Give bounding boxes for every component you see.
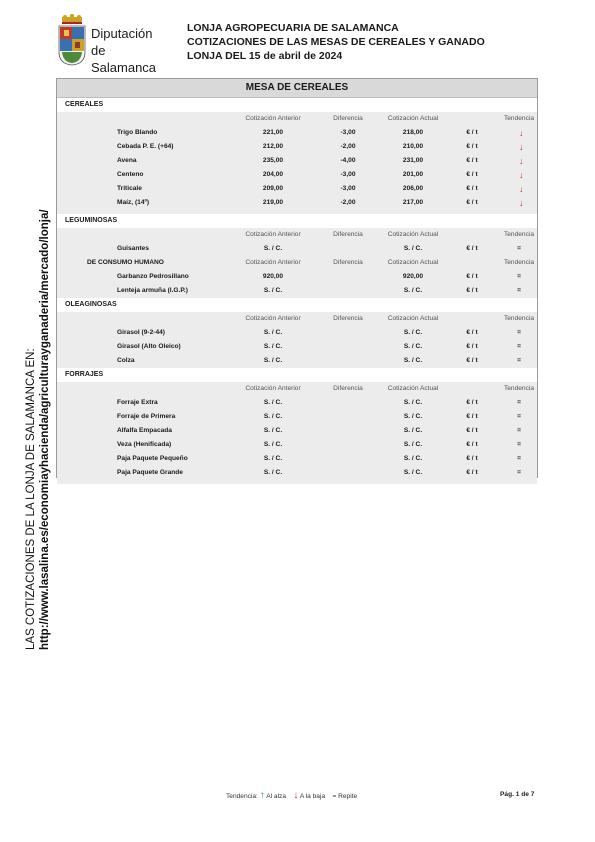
cotizacion-actual: S. / C.: [403, 399, 423, 406]
table-row: [57, 270, 537, 284]
trend-equal: =: [517, 469, 521, 476]
unit: € / t: [466, 357, 478, 364]
trend-equal: =: [517, 427, 521, 434]
section-cereales-label: CEREALES: [57, 98, 537, 112]
product-name: Trigo Blando: [117, 129, 158, 136]
col-header-actual: Cotización Actual: [387, 385, 439, 392]
header-subtitle: COTIZACIONES DE LAS MESAS DE CEREALES Y GANADO: [187, 36, 485, 48]
table-row: [57, 140, 537, 154]
cotizacion-anterior: S. / C.: [263, 245, 283, 252]
cotizacion-actual: S. / C.: [403, 287, 423, 294]
section-leguminosas: [57, 228, 537, 298]
logo-line-2: de Salamanca: [91, 43, 157, 75]
diferencia: -2,00: [340, 199, 356, 206]
trend-equal: =: [517, 413, 521, 420]
cotizacion-actual: S. / C.: [403, 427, 423, 434]
diferencia: -3,00: [340, 171, 356, 178]
unit: € / t: [466, 413, 478, 420]
unit: € / t: [466, 329, 478, 336]
table-row: [57, 438, 537, 452]
cotizacion-anterior: 920,00: [262, 273, 284, 280]
table-row: [57, 396, 537, 410]
product-name: Guisantes: [117, 245, 149, 252]
document-header: [187, 21, 485, 63]
header-date: LONJA DEL 15 de abril de 2024: [187, 50, 343, 62]
col-header-diferencia: Diferencia: [333, 259, 363, 266]
table-row: [57, 168, 537, 182]
coat-of-arms-icon: [57, 14, 87, 66]
cotizacion-anterior: S. / C.: [263, 287, 283, 294]
col-header-diferencia: Diferencia: [333, 231, 363, 238]
col-header-tendencia: Tendencia: [503, 259, 535, 266]
col-header-actual: Cotización Actual: [387, 315, 439, 322]
subsection-consumo-humano: DE CONSUMO HUMANO: [87, 259, 164, 266]
table-row: [57, 410, 537, 424]
col-header-anterior: Cotización Anterior: [245, 231, 301, 238]
table-row: [57, 284, 537, 298]
cotizacion-actual: 206,00: [402, 185, 424, 192]
cotizacion-anterior: S. / C.: [263, 357, 283, 364]
diputacion-logo: [57, 14, 167, 75]
cotizacion-actual: S. / C.: [403, 455, 423, 462]
unit: € / t: [466, 399, 478, 406]
cotizacion-anterior: S. / C.: [263, 343, 283, 350]
cotizacion-anterior: 212,00: [262, 143, 284, 150]
col-header-anterior: Cotización Anterior: [245, 385, 301, 392]
cotizacion-anterior: S. / C.: [263, 329, 283, 336]
logo-line-1: Diputación: [91, 26, 153, 41]
cotizacion-anterior: 219,00: [262, 199, 284, 206]
diferencia: -3,00: [340, 185, 356, 192]
legend-label: Tendencia:: [226, 793, 258, 800]
arrow-down-icon: ↓: [519, 156, 524, 166]
section-oleaginosas-label: OLEAGINOSAS: [57, 298, 537, 312]
cotizacion-actual: S. / C.: [403, 357, 423, 364]
col-header-diferencia: Diferencia: [333, 315, 363, 322]
cotizacion-actual: S. / C.: [403, 343, 423, 350]
product-name: Forraje Extra: [117, 399, 158, 406]
trend-equal: =: [517, 441, 521, 448]
col-header-actual: Cotización Actual: [387, 115, 439, 122]
product-name: Centeno: [117, 171, 144, 178]
product-name: Girasol (Alto Oleico): [117, 343, 181, 350]
legend-up-label: Al alza: [266, 793, 287, 800]
cotizacion-actual: 920,00: [402, 273, 424, 280]
product-name: Garbanzo Pedrosillano: [117, 273, 189, 280]
product-name: Forraje de Primera: [117, 413, 176, 420]
diferencia: -4,00: [340, 157, 356, 164]
table-row: [57, 424, 537, 438]
diferencia: -2,00: [340, 143, 356, 150]
col-header-anterior: Cotización Anterior: [245, 259, 301, 266]
unit: € / t: [466, 171, 478, 178]
table-row: [57, 354, 537, 368]
col-header-tendencia: Tendencia: [503, 385, 535, 392]
product-name: Colza: [117, 357, 135, 364]
cotizacion-anterior: S. / C.: [263, 413, 283, 420]
side-url-note: [24, 209, 52, 650]
col-header-tendencia: Tendencia: [503, 115, 535, 122]
col-header-actual: Cotización Actual: [387, 231, 439, 238]
diferencia: -3,00: [340, 129, 356, 136]
table-row: [57, 466, 537, 480]
cotizacion-actual: 201,00: [402, 171, 424, 178]
product-name: Alfalfa Empacada: [117, 427, 172, 434]
product-name: Paja Paquete Grande: [117, 469, 183, 476]
cotizacion-anterior: 221,00: [262, 129, 284, 136]
col-header-diferencia: Diferencia: [333, 385, 363, 392]
cotizacion-actual: S. / C.: [403, 413, 423, 420]
col-header-tendencia: Tendencia: [503, 315, 535, 322]
section-oleaginosas: [57, 312, 537, 368]
product-name: Triticale: [117, 185, 142, 192]
unit: € / t: [466, 185, 478, 192]
trend-equal: =: [517, 245, 521, 252]
cotizacion-actual: 210,00: [402, 143, 424, 150]
trend-equal: =: [517, 329, 521, 336]
unit: € / t: [466, 455, 478, 462]
unit: € / t: [466, 129, 478, 136]
section-forrajes: [57, 382, 537, 484]
cotizacion-anterior: S. / C.: [263, 427, 283, 434]
cotizacion-anterior: S. / C.: [263, 399, 283, 406]
table-row: [57, 452, 537, 466]
trend-equal: =: [517, 273, 521, 280]
side-note-link[interactable]: http://www.lasalina.es/economiayhacienda/agriculturayganaderia/mercado/lonja/: [39, 209, 51, 650]
header-title: LONJA AGROPECUARIA DE SALAMANCA: [187, 22, 399, 34]
cotizacion-actual: S. / C.: [403, 245, 423, 252]
cotizacion-anterior: 235,00: [262, 157, 284, 164]
cotizacion-actual: 231,00: [402, 157, 424, 164]
arrow-down-icon: ↓: [519, 170, 524, 180]
product-name: Cebada P. E. (+64): [117, 143, 174, 150]
cotizacion-actual: 218,00: [402, 129, 424, 136]
column-header-row: [57, 112, 537, 126]
arrow-down-icon: ↓: [293, 790, 299, 801]
trend-equal: =: [517, 343, 521, 350]
unit: € / t: [466, 469, 478, 476]
cotizacion-actual: 217,00: [402, 199, 424, 206]
unit: € / t: [466, 199, 478, 206]
table-title: MESA DE CEREALES: [57, 79, 537, 98]
section-forrajes-label: FORRAJES: [57, 368, 537, 382]
unit: € / t: [466, 157, 478, 164]
col-header-anterior: Cotización Anterior: [245, 115, 301, 122]
section-cereales: [57, 112, 537, 214]
trend-equal: =: [517, 399, 521, 406]
unit: € / t: [466, 143, 478, 150]
arrow-down-icon: ↓: [519, 142, 524, 152]
trend-equal: =: [517, 287, 521, 294]
cotizacion-actual: S. / C.: [403, 441, 423, 448]
unit: € / t: [466, 287, 478, 294]
cotizacion-actual: S. / C.: [403, 329, 423, 336]
table-row: [57, 154, 537, 168]
product-name: Lenteja armuña (I.G.P.): [117, 287, 188, 294]
cotizacion-anterior: S. / C.: [263, 441, 283, 448]
section-leguminosas-label: LEGUMINOSAS: [57, 214, 537, 228]
table-row: [57, 126, 537, 140]
col-header-anterior: Cotización Anterior: [245, 315, 301, 322]
side-note-text: LAS COTIZACIONES DE LA LONJA DE SALAMANCA EN:: [25, 348, 37, 650]
column-header-row: [57, 382, 537, 396]
unit: € / t: [466, 343, 478, 350]
cotizacion-anterior: S. / C.: [263, 469, 283, 476]
cereal-table: [56, 78, 538, 478]
product-name: Maíz, (14º): [117, 199, 150, 206]
unit: € / t: [466, 245, 478, 252]
legend-down-label: A la baja: [299, 793, 326, 800]
table-row: [57, 182, 537, 196]
arrow-down-icon: ↓: [519, 128, 524, 138]
table-row: [57, 340, 537, 354]
cotizacion-anterior: 204,00: [262, 171, 284, 178]
product-name: Girasol (9-2-44): [117, 329, 166, 336]
column-header-row: [57, 228, 537, 242]
arrow-down-icon: ↓: [519, 198, 524, 208]
trend-equal: =: [517, 357, 521, 364]
unit: € / t: [466, 441, 478, 448]
column-header-row: [57, 312, 537, 326]
unit: € / t: [466, 273, 478, 280]
arrow-up-icon: ↑: [259, 790, 265, 801]
product-name: Veza (Henificada): [117, 441, 172, 448]
cotizacion-anterior: S. / C.: [263, 455, 283, 462]
col-header-tendencia: Tendencia: [503, 231, 535, 238]
product-name: Paja Paquete Pequeño: [117, 455, 188, 462]
unit: € / t: [466, 427, 478, 434]
table-row: [57, 326, 537, 340]
col-header-diferencia: Diferencia: [333, 115, 363, 122]
column-header-row: [57, 256, 537, 270]
cotizacion-actual: S. / C.: [403, 469, 423, 476]
page-number: Pág. 1 de 7: [500, 791, 535, 798]
trend-equal: =: [517, 455, 521, 462]
cotizacion-anterior: 209,00: [262, 185, 284, 192]
legend-repeat-label: = Repite: [332, 793, 358, 800]
product-name: Avena: [117, 157, 137, 164]
trend-legend: [226, 790, 357, 801]
table-row: [57, 242, 537, 256]
table-row: [57, 196, 537, 210]
arrow-down-icon: ↓: [519, 184, 524, 194]
col-header-actual: Cotización Actual: [387, 259, 439, 266]
